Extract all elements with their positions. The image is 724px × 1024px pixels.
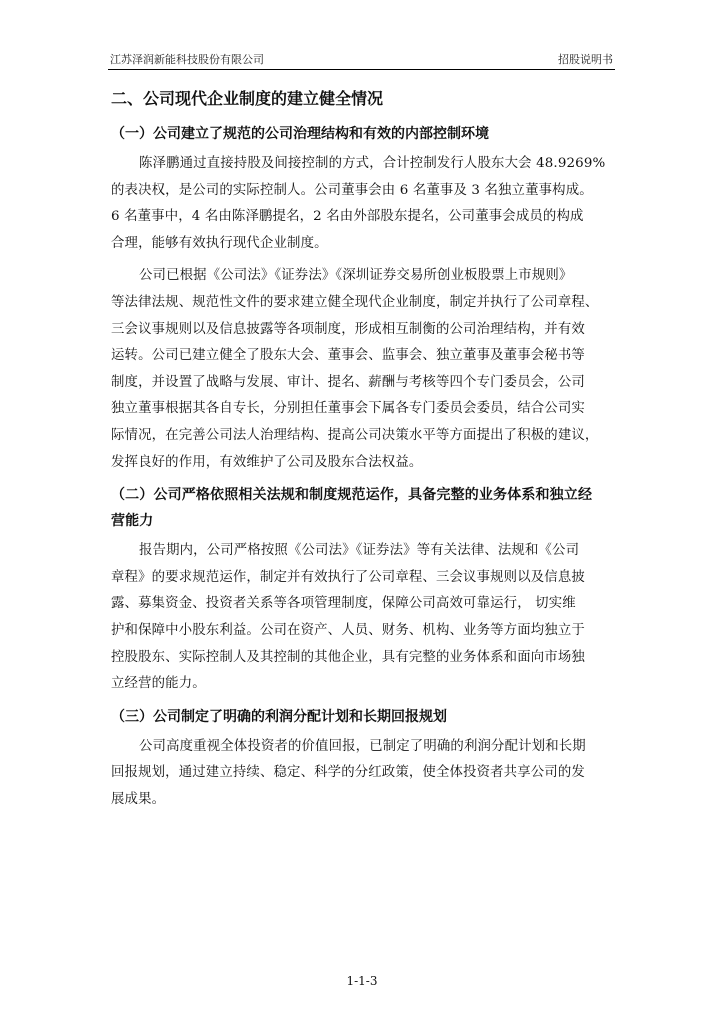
section-title: 二、公司现代企业制度的建立健全情况	[111, 89, 384, 108]
text-line: 独立董事根据其各自专长，分别担任董事会下属各专门委员会委员，结合公司实	[111, 401, 585, 417]
subsection-1-paragraph-2	[111, 263, 615, 476]
text-line: 章程》的要求规范运作，制定并有效执行了公司章程、三会议事规则以及信息披	[111, 569, 585, 585]
subsection-1-title: （一）公司建立了规范的公司治理结构和有效的内部控制环境	[111, 126, 489, 142]
text-line: 报告期内，公司严格按照《公司法》《证券法》等有关法律、法规和《公司	[139, 543, 580, 559]
text-line: 护和保障中小股东利益。公司在资产、人员、财务、机构、业务等方面均独立于	[111, 622, 585, 638]
text-line: 等法律法规、规范性文件的要求建立健全现代企业制度，制定并执行了公司章程、	[111, 294, 599, 310]
subsection-2-title-line: 营能力	[111, 513, 154, 530]
subsection-1	[111, 121, 615, 476]
text-line: 运转。公司已建立健全了股东大会、董事会、监事会、独立董事及董事会秘书等	[111, 348, 585, 364]
text-line: 立经营的能力。	[111, 676, 206, 692]
text-line: 的表决权，是公司的实际控制人。公司董事会由 6 名董事及 3 名独立董事构成。	[111, 182, 593, 198]
subsection-3-title: （三）公司制定了明确的利润分配计划和长期回报规划	[111, 708, 447, 725]
text-line: 公司已根据《公司法》《证券法》《深圳证券交易所创业板股票上市规则》	[139, 268, 573, 284]
text-line: 合理，能够有效执行现代企业制度。	[111, 235, 328, 251]
text-line: 回报规划，通过建立持续、稳定、科学的分红政策，使全体投资者共享公司的发	[111, 765, 585, 781]
text-line: 际情况，在完善公司法人治理结构、提高公司决策水平等方面提出了积极的建议，	[111, 427, 599, 443]
subsection-2	[111, 482, 615, 698]
header-document-type: 招股说明书	[558, 53, 613, 66]
subsection-1-paragraph-1	[111, 151, 615, 257]
document-body	[111, 87, 615, 819]
text-line: 发挥良好的作用，有效维护了公司及股东合法权益。	[111, 454, 423, 470]
page-header	[108, 53, 615, 70]
page-number: 1-1-3	[346, 974, 378, 988]
subsection-2-title	[111, 482, 615, 534]
subsection-3	[111, 704, 615, 814]
text-line: 陈泽鹏通过直接持股及间接控制的方式，合计控制发行人股东大会 48.9269%	[139, 156, 606, 171]
text-line: 展成果。	[111, 791, 166, 807]
text-line: 露、募集资金、投资者关系等各项管理制度，保障公司高效可靠运行， 切实维	[111, 596, 576, 612]
text-line: 三会议事规则以及信息披露等各项制度，形成相互制衡的公司治理结构，并有效	[111, 321, 585, 337]
subsection-2-title-line: （二）公司严格依照相关法规和制度规范运作，具备完整的业务体系和独立经	[111, 487, 593, 504]
text-line: 公司高度重视全体投资者的价值回报，已制定了明确的利润分配计划和长期	[139, 738, 586, 754]
header-company-name: 江苏泽润新能科技股份有限公司	[110, 53, 264, 66]
text-line: 控股股东、实际控制人及其控制的其他企业，具有完整的业务体系和面向市场独	[111, 649, 585, 665]
text-line: 制度，并设置了战略与发展、审计、提名、薪酬与考核等四个专门委员会，公司	[111, 374, 585, 390]
subsection-3-paragraph-1	[111, 734, 615, 814]
subsection-2-paragraph-1	[111, 538, 615, 698]
text-line: 6 名董事中，4 名由陈泽鹏提名，2 名由外部股东提名，公司董事会成员的构成	[111, 209, 584, 225]
